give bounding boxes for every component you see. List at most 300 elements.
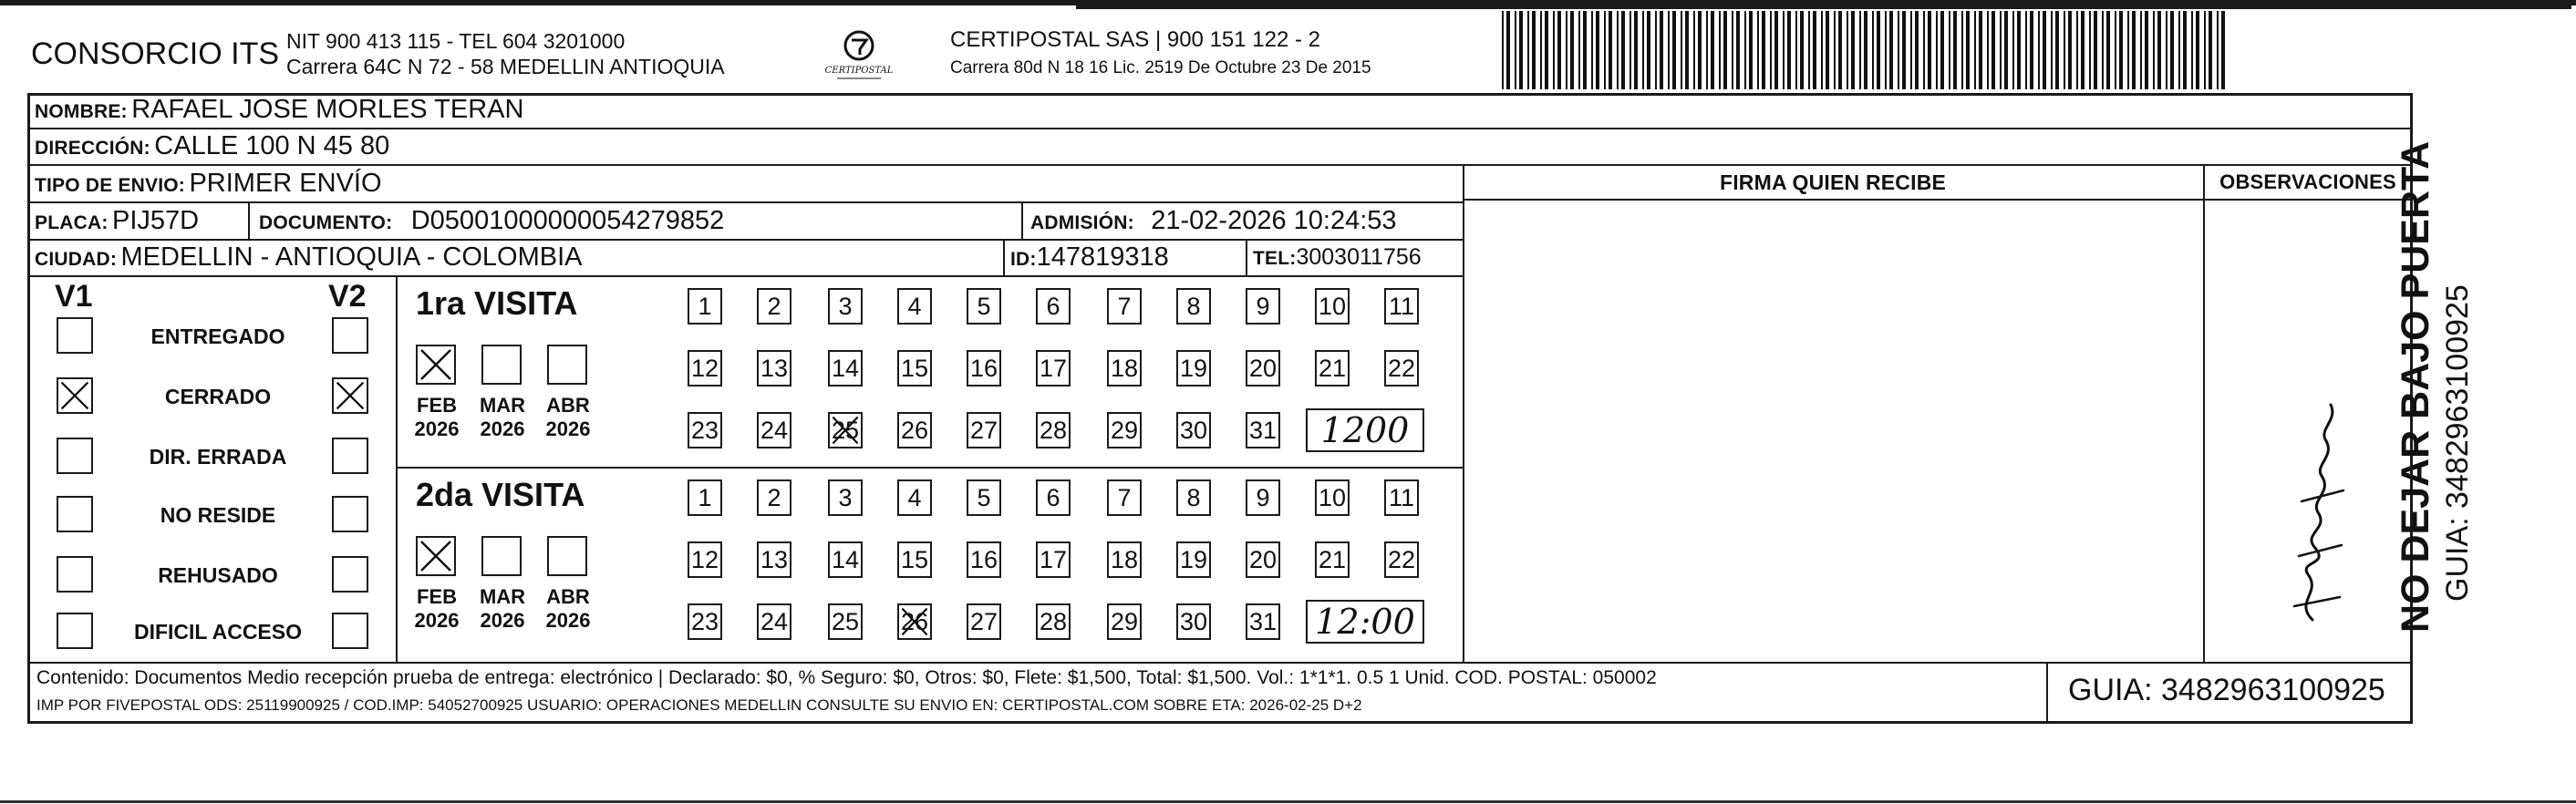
day-number: 3 xyxy=(838,484,853,511)
day-box[interactable] xyxy=(1176,288,1211,325)
barcode-bar xyxy=(1826,11,1829,89)
x-mark-icon xyxy=(418,346,454,383)
day-number: 19 xyxy=(1179,355,1208,382)
rule-nombre xyxy=(27,128,2413,129)
admision-field xyxy=(1030,206,1397,236)
day-number: 11 xyxy=(1388,484,1415,511)
barcode-bar xyxy=(1506,11,1510,89)
barcode-bar xyxy=(2221,11,2225,89)
barcode-bar xyxy=(2076,11,2078,89)
barcode-bar xyxy=(1553,11,1555,89)
month-checkbox[interactable] xyxy=(416,536,456,576)
barcode-bar xyxy=(1672,11,1676,89)
barcode-bar xyxy=(1570,11,1574,89)
barcode-bar xyxy=(1851,11,1855,89)
day-number: 22 xyxy=(1387,546,1416,573)
day-box[interactable] xyxy=(1107,603,1142,640)
day-box[interactable] xyxy=(828,603,863,640)
day-number: 8 xyxy=(1186,293,1201,320)
day-number: 15 xyxy=(900,546,929,573)
tel-value: 3003011756 xyxy=(1296,244,1422,270)
month-year: 2026 xyxy=(545,609,591,632)
day-box[interactable] xyxy=(1176,541,1211,578)
x-mark-icon xyxy=(334,379,367,412)
day-number: 10 xyxy=(1318,293,1347,320)
day-box[interactable] xyxy=(1036,541,1071,578)
barcode-bar xyxy=(2140,11,2142,89)
tipo-envio-field xyxy=(35,169,382,199)
day-box[interactable] xyxy=(1036,288,1071,325)
day-box[interactable] xyxy=(757,288,791,325)
barcode-bar xyxy=(1774,11,1778,89)
day-number: 30 xyxy=(1179,608,1208,635)
month-year: 2026 xyxy=(545,417,591,440)
rule-ciudad xyxy=(27,275,1464,277)
month-label xyxy=(536,394,600,441)
day-number: 5 xyxy=(977,293,991,320)
day-box[interactable] xyxy=(897,412,932,448)
day-box[interactable] xyxy=(1384,288,1419,325)
v2-checkbox[interactable] xyxy=(332,556,368,593)
barcode xyxy=(1500,11,2229,89)
v2-checkbox[interactable] xyxy=(332,496,368,532)
placa-value: PIJ57D xyxy=(111,206,200,235)
bottom-border xyxy=(0,800,2576,803)
svg-text:CERTIPOSTAL: CERTIPOSTAL xyxy=(824,66,894,76)
day-number: 29 xyxy=(1110,417,1139,444)
month-name: FEB xyxy=(417,394,457,417)
day-number: 12 xyxy=(690,546,719,573)
month-checkbox[interactable] xyxy=(481,345,522,385)
day-box[interactable] xyxy=(1036,479,1071,516)
month-year: 2026 xyxy=(480,609,525,632)
barcode-bar xyxy=(2055,11,2059,89)
month-label xyxy=(471,394,534,441)
observaciones-header: OBSERVACIONES xyxy=(2219,170,2396,193)
barcode-bar xyxy=(1621,11,1625,89)
day-box[interactable] xyxy=(1315,541,1350,578)
v1-checkbox[interactable] xyxy=(57,438,93,474)
day-number: 10 xyxy=(1318,484,1347,511)
barcode-bar xyxy=(2153,11,2155,89)
barcode-bar xyxy=(1889,11,1893,89)
day-box[interactable] xyxy=(1246,603,1280,640)
day-number: 20 xyxy=(1248,546,1278,573)
id-value: 147819318 xyxy=(1036,242,1169,272)
day-box[interactable] xyxy=(1315,350,1350,387)
day-box[interactable] xyxy=(967,350,1001,387)
day-box[interactable] xyxy=(897,350,932,387)
barcode-bar xyxy=(1629,11,1631,89)
barcode-bar xyxy=(1685,11,1689,89)
v1-checkbox[interactable] xyxy=(57,496,93,532)
day-box[interactable] xyxy=(967,541,1001,578)
direccion-value: CALLE 100 N 45 80 xyxy=(154,131,390,160)
barcode-bar xyxy=(1923,11,1925,89)
day-number: 28 xyxy=(1039,417,1068,444)
day-number: 4 xyxy=(907,484,922,511)
v1-checkbox[interactable] xyxy=(57,317,93,354)
direccion-field xyxy=(35,131,389,161)
day-box[interactable] xyxy=(1246,288,1280,325)
footer-content-line: Contenido: Documentos Medio recepción prueba de entrega: electrónico | Declarado: $0, % Seguro: $0, Otros: $0, Flete: $1,500, Total: $1,500. Vol.: 1*1*1. 0.5 1 Unid. COD. POSTAL: 050002 xyxy=(36,667,1657,688)
day-box[interactable] xyxy=(757,479,791,516)
day-number: 5 xyxy=(977,484,991,511)
month-checkbox[interactable] xyxy=(547,536,587,576)
day-box[interactable] xyxy=(967,412,1001,448)
v1-checkbox[interactable] xyxy=(57,613,93,649)
day-box[interactable] xyxy=(1384,350,1419,387)
barcode-bar xyxy=(2004,11,2008,89)
barcode-bar xyxy=(2157,11,2161,89)
carrier-license-line: Carrera 80d N 18 16 Lic. 2519 De Octubre 23 De 2015 xyxy=(950,58,1371,77)
top-border-thick xyxy=(1076,5,2571,9)
rule-footer-guia xyxy=(2046,662,2048,724)
certipostal-logo xyxy=(821,27,897,84)
barcode-bar xyxy=(1693,11,1695,89)
day-box[interactable] xyxy=(757,541,791,578)
day-box[interactable] xyxy=(828,412,863,448)
barcode-bar xyxy=(1762,11,1765,89)
v1-checkbox[interactable] xyxy=(57,377,93,414)
x-mark-icon xyxy=(899,605,930,638)
day-number: 19 xyxy=(1179,546,1208,573)
day-number: 24 xyxy=(760,608,789,635)
x-mark-icon xyxy=(58,379,91,412)
v1-header: V1 xyxy=(55,279,93,314)
barcode-bar xyxy=(2081,11,2085,89)
barcode-bar xyxy=(1877,11,1880,89)
day-box[interactable] xyxy=(757,412,791,448)
day-box[interactable] xyxy=(1036,603,1071,640)
barcode-bar xyxy=(2209,11,2212,89)
v2-checkbox[interactable] xyxy=(332,613,368,649)
v1-checkbox[interactable] xyxy=(57,556,93,593)
barcode-bar xyxy=(1545,11,1548,89)
id-field xyxy=(1010,242,1169,273)
day-box[interactable] xyxy=(688,541,722,578)
barcode-bar xyxy=(1902,11,1906,89)
day-box[interactable] xyxy=(967,603,1001,640)
company-name: CONSORCIO ITS xyxy=(31,36,280,71)
day-box[interactable] xyxy=(1246,541,1280,578)
barcode-bar xyxy=(2017,11,2021,89)
nombre-value: RAFAEL JOSE MORLES TERAN xyxy=(131,95,524,124)
barcode-bar xyxy=(1655,11,1657,89)
day-number: 20 xyxy=(1248,355,1278,382)
side-warning: NO DEJAR BAJO PUERTA xyxy=(2394,140,2437,633)
day-number: 6 xyxy=(1046,293,1060,320)
day-number: 17 xyxy=(1039,546,1068,573)
placa-label: PLACA: xyxy=(35,212,109,233)
day-number: 1 xyxy=(698,484,712,511)
barcode-bar xyxy=(1898,11,1899,89)
nombre-field xyxy=(35,95,523,125)
admision-value: 21-02-2026 10:24:53 xyxy=(1151,206,1397,235)
barcode-bar xyxy=(1787,11,1791,89)
barcode-bar xyxy=(2145,11,2148,89)
day-box[interactable] xyxy=(1384,479,1419,516)
day-number: 4 xyxy=(907,293,922,320)
visit-title: 1ra VISITA xyxy=(416,284,578,322)
barcode-bar xyxy=(1821,11,1823,89)
month-year: 2026 xyxy=(414,609,460,632)
barcode-bar xyxy=(1808,11,1810,89)
barcode-bar xyxy=(1966,11,1970,89)
month-checkbox[interactable] xyxy=(481,536,522,576)
month-year: 2026 xyxy=(480,417,525,440)
day-box[interactable] xyxy=(897,288,932,325)
day-number: 31 xyxy=(1248,417,1278,444)
side-guia: GUIA: 3482963100925 xyxy=(2440,284,2475,602)
day-box[interactable] xyxy=(828,288,863,325)
month-checkbox[interactable] xyxy=(416,345,456,385)
id-label: ID: xyxy=(1010,249,1037,270)
rule-obs-left xyxy=(2203,164,2205,664)
barcode-bar xyxy=(2030,11,2033,89)
barcode-bar xyxy=(2119,11,2123,89)
barcode-bar xyxy=(1910,11,1912,89)
barcode-bar xyxy=(2127,11,2129,89)
barcode-bar xyxy=(2038,11,2040,89)
rule-placa xyxy=(27,239,1464,241)
barcode-bar xyxy=(1800,11,1804,89)
day-box[interactable] xyxy=(688,603,722,640)
day-number: 24 xyxy=(760,417,789,444)
barcode-bar xyxy=(1719,11,1721,89)
day-number: 15 xyxy=(900,355,929,382)
day-number: 21 xyxy=(1318,355,1347,382)
barcode-bar xyxy=(2064,11,2065,89)
barcode-bar xyxy=(1987,11,1989,89)
day-box[interactable] xyxy=(688,412,722,448)
status-label: DIFICIL ACCESO xyxy=(133,620,302,644)
day-box[interactable] xyxy=(1384,541,1419,578)
footer-print-line: IMP POR FIVEPOSTAL ODS: 25119900925 / COD.IMP: 54052700925 USUARIO: OPERACIONES MEDELLIN CONSULTE SU ENVIO EN: CERTIPOSTAL.COM SOBRE ETA: 2026-02-25 D+2 xyxy=(36,696,1362,714)
barcode-bar xyxy=(1732,11,1733,89)
month-name: MAR xyxy=(479,394,526,417)
barcode-bar xyxy=(1515,11,1516,89)
visit-title: 2da VISITA xyxy=(416,476,585,513)
v2-checkbox[interactable] xyxy=(332,317,368,354)
barcode-bar xyxy=(1783,11,1785,89)
barcode-bar xyxy=(2025,11,2027,89)
rule-ciudad-id xyxy=(1003,240,1005,277)
month-name: ABR xyxy=(546,394,590,417)
barcode-bar xyxy=(1736,11,1740,89)
barcode-bar xyxy=(1660,11,1663,89)
barcode-bar xyxy=(1557,11,1561,89)
day-number: 7 xyxy=(1117,293,1132,320)
firma-header: FIRMA QUIEN RECIBE xyxy=(1719,170,1947,194)
documento-label: DOCUMENTO: xyxy=(259,212,393,233)
rule-firma-left xyxy=(1463,164,1464,664)
month-label xyxy=(536,585,600,633)
barcode-bar xyxy=(1502,11,1504,89)
barcode-bar xyxy=(2102,11,2104,89)
day-number: 13 xyxy=(760,546,789,573)
tipo-envio-label: TIPO DE ENVIO: xyxy=(35,175,185,196)
barcode-bar xyxy=(2204,11,2206,89)
day-number: 13 xyxy=(760,355,789,382)
rule-status-visits xyxy=(396,275,398,664)
barcode-bar xyxy=(1949,11,1950,89)
day-box[interactable] xyxy=(828,350,863,387)
carrier-name-line: CERTIPOSTAL SAS | 900 151 122 - 2 xyxy=(950,27,1320,52)
barcode-bar xyxy=(1681,11,1682,89)
month-label xyxy=(405,394,469,441)
day-number: 27 xyxy=(969,608,998,635)
barcode-bar xyxy=(1872,11,1874,89)
barcode-bar xyxy=(2000,11,2002,89)
documento-value: D05001000000054279852 xyxy=(410,206,725,235)
barcode-bar xyxy=(2196,11,2199,89)
day-box[interactable] xyxy=(967,288,1001,325)
barcode-bar xyxy=(1566,11,1567,89)
barcode-bar xyxy=(1770,11,1772,89)
day-number: 14 xyxy=(831,355,860,382)
day-number: 2 xyxy=(767,293,781,320)
barcode-bar xyxy=(1834,11,1836,89)
barcode-bar xyxy=(1583,11,1587,89)
day-number: 6 xyxy=(1046,484,1060,511)
day-box[interactable] xyxy=(688,350,722,387)
day-number: 28 xyxy=(1039,608,1068,635)
month-label xyxy=(405,585,469,633)
day-number: 26 xyxy=(900,608,929,635)
ciudad-field xyxy=(35,242,583,273)
visit-time[interactable]: 1200 xyxy=(1306,408,1424,452)
visit-time[interactable]: 12:00 xyxy=(1306,600,1424,644)
barcode-bar xyxy=(1617,11,1619,89)
nombre-label: NOMBRE: xyxy=(35,101,128,122)
day-box[interactable] xyxy=(897,479,932,516)
barcode-bar xyxy=(1723,11,1727,89)
barcode-bar xyxy=(1749,11,1753,89)
day-box[interactable] xyxy=(1107,350,1142,387)
day-number: 12 xyxy=(690,355,719,382)
day-box[interactable] xyxy=(967,479,1001,516)
day-box[interactable] xyxy=(1036,412,1071,448)
tel-field xyxy=(1253,244,1422,271)
placa-field xyxy=(35,206,199,236)
ciudad-label: CIUDAD: xyxy=(35,249,118,270)
status-label: NO RESIDE xyxy=(160,503,276,527)
barcode-bar xyxy=(1578,11,1580,89)
barcode-bar xyxy=(1795,11,1797,89)
barcode-bar xyxy=(2217,11,2219,89)
day-box[interactable] xyxy=(688,288,722,325)
barcode-bar xyxy=(1532,11,1536,89)
day-box[interactable] xyxy=(1107,541,1142,578)
day-box[interactable] xyxy=(1315,288,1350,325)
rule-direccion xyxy=(27,164,2413,166)
barcode-bar xyxy=(1642,11,1644,89)
day-box[interactable] xyxy=(1107,479,1142,516)
company-nit-line: NIT 900 413 115 - TEL 604 3201000 xyxy=(286,29,626,53)
rule-doc-admision xyxy=(1021,202,1023,241)
day-box[interactable] xyxy=(1176,412,1211,448)
day-number: 23 xyxy=(690,417,719,444)
day-number: 11 xyxy=(1388,293,1415,320)
day-number: 27 xyxy=(969,417,998,444)
day-box[interactable] xyxy=(1176,603,1211,640)
day-box[interactable] xyxy=(1036,350,1071,387)
barcode-bar xyxy=(1961,11,1963,89)
tipo-envio-value: PRIMER ENVÍO xyxy=(189,169,382,198)
v2-checkbox[interactable] xyxy=(332,377,368,414)
day-number: 16 xyxy=(969,355,998,382)
day-number: 22 xyxy=(1387,355,1416,382)
day-box[interactable] xyxy=(1315,479,1350,516)
day-box[interactable] xyxy=(1176,479,1211,516)
barcode-bar xyxy=(1744,11,1746,89)
rule-tipo xyxy=(27,201,1464,203)
barcode-bar xyxy=(2051,11,2053,89)
day-box[interactable] xyxy=(688,479,722,516)
barcode-bar xyxy=(2094,11,2097,89)
footer-guia: GUIA: 3482963100925 xyxy=(2068,673,2385,707)
barcode-bar xyxy=(1604,11,1606,89)
day-box[interactable] xyxy=(1246,412,1280,448)
day-box[interactable] xyxy=(757,603,791,640)
day-box[interactable] xyxy=(1107,412,1142,448)
barcode-bar xyxy=(1974,11,1976,89)
barcode-bar xyxy=(2166,11,2167,89)
barcode-bar xyxy=(1979,11,1982,89)
v2-checkbox[interactable] xyxy=(332,438,368,474)
barcode-bar xyxy=(1519,11,1523,89)
day-number: 7 xyxy=(1117,484,1132,511)
barcode-bar xyxy=(1711,11,1714,89)
day-box[interactable] xyxy=(757,350,791,387)
barcode-bar xyxy=(2089,11,2091,89)
barcode-bar xyxy=(2106,11,2110,89)
day-box[interactable] xyxy=(1107,288,1142,325)
company-address-line: Carrera 64C N 72 - 58 MEDELLIN ANTIOQUIA xyxy=(286,55,725,78)
day-box[interactable] xyxy=(1176,350,1211,387)
direccion-label: DIRECCIÓN: xyxy=(35,138,150,159)
barcode-bar xyxy=(1757,11,1759,89)
barcode-bar xyxy=(2183,11,2187,89)
day-number: 18 xyxy=(1110,355,1139,382)
month-checkbox[interactable] xyxy=(547,345,587,385)
day-box[interactable] xyxy=(1246,350,1280,387)
day-number: 25 xyxy=(831,417,860,444)
rule-visit-split xyxy=(396,467,1464,469)
barcode-bar xyxy=(2043,11,2046,89)
day-number: 31 xyxy=(1248,608,1278,635)
day-number: 3 xyxy=(838,293,853,320)
admision-label: ADMISIÓN: xyxy=(1030,212,1134,233)
day-box[interactable] xyxy=(1246,479,1280,516)
barcode-bar xyxy=(1838,11,1842,89)
barcode-bar xyxy=(1936,11,1938,89)
day-box[interactable] xyxy=(828,479,863,516)
barcode-bar xyxy=(1596,11,1599,89)
status-label: REHUSADO xyxy=(158,563,278,587)
day-number: 26 xyxy=(900,417,929,444)
day-box[interactable] xyxy=(828,541,863,578)
barcode-bar xyxy=(2170,11,2174,89)
barcode-bar xyxy=(1698,11,1702,89)
month-name: MAR xyxy=(479,585,526,608)
status-label: ENTREGADO xyxy=(150,325,285,348)
day-box[interactable] xyxy=(897,603,932,640)
month-year: 2026 xyxy=(414,417,460,440)
barcode-bar xyxy=(2132,11,2136,89)
day-box[interactable] xyxy=(897,541,932,578)
